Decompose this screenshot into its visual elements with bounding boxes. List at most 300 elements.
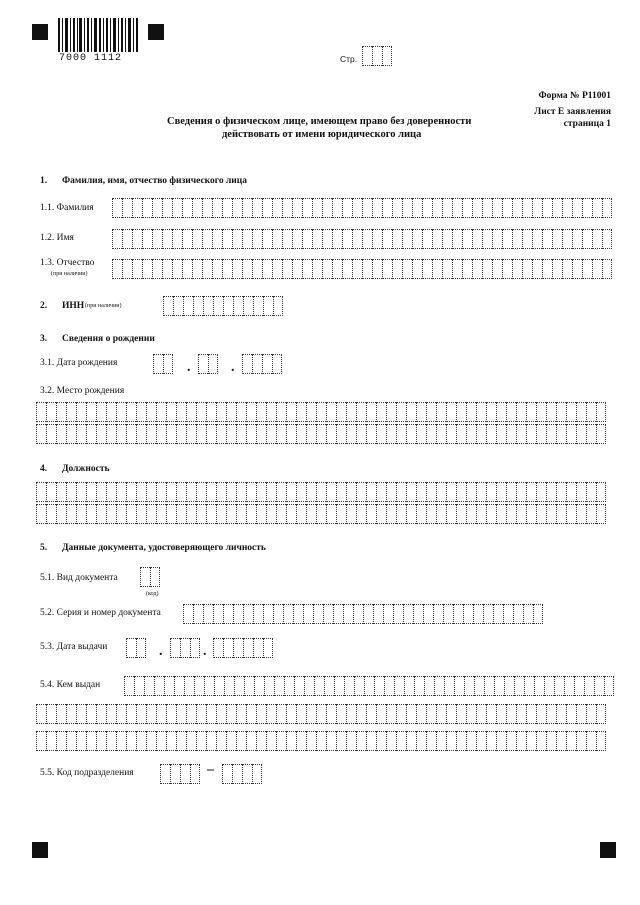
char-cell[interactable] bbox=[462, 259, 472, 279]
char-cell[interactable] bbox=[356, 504, 366, 524]
char-cell[interactable] bbox=[286, 504, 296, 524]
char-cell[interactable] bbox=[226, 504, 236, 524]
char-cell[interactable] bbox=[86, 504, 96, 524]
char-cell[interactable] bbox=[182, 229, 192, 249]
char-cell[interactable] bbox=[446, 704, 456, 724]
char-cell[interactable] bbox=[436, 424, 446, 444]
char-cell[interactable] bbox=[396, 402, 406, 422]
char-cell[interactable] bbox=[342, 259, 352, 279]
char-cell[interactable] bbox=[406, 504, 416, 524]
char-cell[interactable] bbox=[176, 402, 186, 422]
char-cell[interactable] bbox=[266, 402, 276, 422]
char-cell[interactable] bbox=[456, 731, 466, 751]
char-cell[interactable] bbox=[66, 731, 76, 751]
char-cell[interactable] bbox=[312, 259, 322, 279]
char-cell[interactable] bbox=[356, 424, 366, 444]
char-cell[interactable] bbox=[486, 482, 496, 502]
char-cell[interactable] bbox=[206, 482, 216, 502]
char-cell[interactable] bbox=[136, 638, 146, 658]
char-cell[interactable] bbox=[46, 704, 56, 724]
char-cell[interactable] bbox=[322, 229, 332, 249]
char-cell[interactable] bbox=[206, 402, 216, 422]
char-cell[interactable] bbox=[602, 259, 612, 279]
char-cell[interactable] bbox=[453, 604, 463, 624]
char-cell[interactable] bbox=[56, 424, 66, 444]
char-cell[interactable] bbox=[146, 704, 156, 724]
char-cell[interactable] bbox=[562, 259, 572, 279]
char-cell[interactable] bbox=[253, 638, 263, 658]
char-cell[interactable] bbox=[333, 604, 343, 624]
char-cell[interactable] bbox=[576, 482, 586, 502]
char-cell[interactable] bbox=[322, 198, 332, 218]
char-cell[interactable] bbox=[236, 704, 246, 724]
char-cell[interactable] bbox=[382, 229, 392, 249]
char-cell[interactable] bbox=[284, 676, 294, 696]
char-cell[interactable] bbox=[116, 424, 126, 444]
char-cell[interactable] bbox=[276, 402, 286, 422]
char-cell[interactable] bbox=[76, 402, 86, 422]
char-cell[interactable] bbox=[263, 604, 273, 624]
char-cell[interactable] bbox=[456, 704, 466, 724]
char-cell[interactable] bbox=[464, 676, 474, 696]
char-cell[interactable] bbox=[256, 482, 266, 502]
char-cell[interactable] bbox=[276, 424, 286, 444]
char-cell[interactable] bbox=[96, 402, 106, 422]
char-cell[interactable] bbox=[152, 259, 162, 279]
char-cell[interactable] bbox=[516, 424, 526, 444]
char-cell[interactable] bbox=[193, 296, 203, 316]
char-cell[interactable] bbox=[66, 504, 76, 524]
char-cell[interactable] bbox=[346, 482, 356, 502]
char-cell[interactable] bbox=[492, 229, 502, 249]
char-cell[interactable] bbox=[366, 424, 376, 444]
char-cell[interactable] bbox=[176, 482, 186, 502]
char-cell[interactable] bbox=[296, 482, 306, 502]
char-cell[interactable] bbox=[486, 731, 496, 751]
char-cell[interactable] bbox=[162, 259, 172, 279]
char-cell[interactable] bbox=[336, 731, 346, 751]
char-cell[interactable] bbox=[396, 424, 406, 444]
char-cell[interactable] bbox=[556, 704, 566, 724]
char-cell[interactable] bbox=[316, 402, 326, 422]
char-cell[interactable] bbox=[423, 604, 433, 624]
char-cell[interactable] bbox=[226, 424, 236, 444]
char-cell[interactable] bbox=[484, 676, 494, 696]
char-cell[interactable] bbox=[106, 402, 116, 422]
char-cell[interactable] bbox=[134, 676, 144, 696]
char-cell[interactable] bbox=[36, 482, 46, 502]
birth-year-field[interactable] bbox=[242, 354, 282, 374]
char-cell[interactable] bbox=[164, 676, 174, 696]
char-cell[interactable] bbox=[436, 402, 446, 422]
char-cell[interactable] bbox=[192, 229, 202, 249]
char-cell[interactable] bbox=[436, 504, 446, 524]
char-cell[interactable] bbox=[286, 704, 296, 724]
char-cell[interactable] bbox=[294, 676, 304, 696]
char-cell[interactable] bbox=[463, 604, 473, 624]
char-cell[interactable] bbox=[236, 504, 246, 524]
char-cell[interactable] bbox=[546, 424, 556, 444]
doc-type-field[interactable] bbox=[140, 567, 160, 587]
char-cell[interactable] bbox=[253, 604, 263, 624]
char-cell[interactable] bbox=[436, 704, 446, 724]
char-cell[interactable] bbox=[152, 229, 162, 249]
char-cell[interactable] bbox=[402, 229, 412, 249]
char-cell[interactable] bbox=[356, 482, 366, 502]
char-cell[interactable] bbox=[376, 424, 386, 444]
char-cell[interactable] bbox=[396, 731, 406, 751]
char-cell[interactable] bbox=[426, 731, 436, 751]
char-cell[interactable] bbox=[506, 402, 516, 422]
char-cell[interactable] bbox=[474, 676, 484, 696]
char-cell[interactable] bbox=[512, 198, 522, 218]
char-cell[interactable] bbox=[406, 731, 416, 751]
char-cell[interactable] bbox=[496, 402, 506, 422]
char-cell[interactable] bbox=[496, 504, 506, 524]
char-cell[interactable] bbox=[232, 259, 242, 279]
char-cell[interactable] bbox=[506, 504, 516, 524]
char-cell[interactable] bbox=[394, 676, 404, 696]
char-cell[interactable] bbox=[336, 482, 346, 502]
char-cell[interactable] bbox=[413, 604, 423, 624]
char-cell[interactable] bbox=[382, 198, 392, 218]
char-cell[interactable] bbox=[242, 259, 252, 279]
char-cell[interactable] bbox=[216, 704, 226, 724]
char-cell[interactable] bbox=[233, 638, 243, 658]
char-cell[interactable] bbox=[506, 424, 516, 444]
char-cell[interactable] bbox=[96, 731, 106, 751]
char-cell[interactable] bbox=[192, 259, 202, 279]
char-cell[interactable] bbox=[266, 504, 276, 524]
birth-month-field[interactable] bbox=[198, 354, 218, 374]
char-cell[interactable] bbox=[302, 198, 312, 218]
char-cell[interactable] bbox=[366, 402, 376, 422]
char-cell[interactable] bbox=[356, 731, 366, 751]
char-cell[interactable] bbox=[526, 482, 536, 502]
char-cell[interactable] bbox=[334, 676, 344, 696]
char-cell[interactable] bbox=[266, 424, 276, 444]
char-cell[interactable] bbox=[536, 402, 546, 422]
char-cell[interactable] bbox=[106, 704, 116, 724]
char-cell[interactable] bbox=[506, 731, 516, 751]
char-cell[interactable] bbox=[272, 198, 282, 218]
char-cell[interactable] bbox=[190, 764, 200, 784]
char-cell[interactable] bbox=[196, 402, 206, 422]
char-cell[interactable] bbox=[552, 229, 562, 249]
char-cell[interactable] bbox=[146, 402, 156, 422]
char-cell[interactable] bbox=[436, 482, 446, 502]
char-cell[interactable] bbox=[424, 676, 434, 696]
char-cell[interactable] bbox=[316, 482, 326, 502]
char-cell[interactable] bbox=[362, 198, 372, 218]
char-cell[interactable] bbox=[273, 604, 283, 624]
char-cell[interactable] bbox=[222, 229, 232, 249]
char-cell[interactable] bbox=[256, 704, 266, 724]
char-cell[interactable] bbox=[246, 482, 256, 502]
char-cell[interactable] bbox=[236, 482, 246, 502]
position-field-row1[interactable] bbox=[36, 482, 606, 502]
char-cell[interactable] bbox=[472, 229, 482, 249]
char-cell[interactable] bbox=[106, 424, 116, 444]
char-cell[interactable] bbox=[66, 402, 76, 422]
char-cell[interactable] bbox=[316, 704, 326, 724]
char-cell[interactable] bbox=[493, 604, 503, 624]
char-cell[interactable] bbox=[376, 482, 386, 502]
char-cell[interactable] bbox=[556, 504, 566, 524]
char-cell[interactable] bbox=[126, 402, 136, 422]
char-cell[interactable] bbox=[382, 46, 392, 66]
char-cell[interactable] bbox=[212, 198, 222, 218]
char-cell[interactable] bbox=[254, 676, 264, 696]
char-cell[interactable] bbox=[433, 604, 443, 624]
char-cell[interactable] bbox=[386, 482, 396, 502]
char-cell[interactable] bbox=[536, 704, 546, 724]
page-number-field[interactable] bbox=[362, 46, 392, 66]
char-cell[interactable] bbox=[542, 198, 552, 218]
char-cell[interactable] bbox=[386, 424, 396, 444]
char-cell[interactable] bbox=[76, 704, 86, 724]
char-cell[interactable] bbox=[376, 402, 386, 422]
char-cell[interactable] bbox=[156, 424, 166, 444]
char-cell[interactable] bbox=[116, 402, 126, 422]
char-cell[interactable] bbox=[346, 731, 356, 751]
char-cell[interactable] bbox=[496, 424, 506, 444]
char-cell[interactable] bbox=[566, 424, 576, 444]
birth-place-field-row1[interactable] bbox=[36, 402, 606, 422]
char-cell[interactable] bbox=[402, 198, 412, 218]
char-cell[interactable] bbox=[116, 482, 126, 502]
char-cell[interactable] bbox=[46, 731, 56, 751]
char-cell[interactable] bbox=[172, 259, 182, 279]
char-cell[interactable] bbox=[496, 482, 506, 502]
char-cell[interactable] bbox=[526, 424, 536, 444]
char-cell[interactable] bbox=[196, 704, 206, 724]
char-cell[interactable] bbox=[86, 424, 96, 444]
char-cell[interactable] bbox=[176, 731, 186, 751]
char-cell[interactable] bbox=[412, 198, 422, 218]
char-cell[interactable] bbox=[144, 676, 154, 696]
char-cell[interactable] bbox=[46, 424, 56, 444]
char-cell[interactable] bbox=[206, 504, 216, 524]
char-cell[interactable] bbox=[523, 604, 533, 624]
char-cell[interactable] bbox=[393, 604, 403, 624]
char-cell[interactable] bbox=[576, 424, 586, 444]
char-cell[interactable] bbox=[202, 198, 212, 218]
char-cell[interactable] bbox=[233, 296, 243, 316]
char-cell[interactable] bbox=[223, 638, 233, 658]
char-cell[interactable] bbox=[542, 259, 552, 279]
char-cell[interactable] bbox=[272, 354, 282, 374]
char-cell[interactable] bbox=[366, 504, 376, 524]
dept-code-field-part1[interactable] bbox=[160, 764, 200, 784]
char-cell[interactable] bbox=[506, 704, 516, 724]
char-cell[interactable] bbox=[326, 704, 336, 724]
char-cell[interactable] bbox=[426, 704, 436, 724]
char-cell[interactable] bbox=[116, 504, 126, 524]
char-cell[interactable] bbox=[473, 604, 483, 624]
char-cell[interactable] bbox=[316, 731, 326, 751]
char-cell[interactable] bbox=[584, 676, 594, 696]
char-cell[interactable] bbox=[306, 482, 316, 502]
char-cell[interactable] bbox=[403, 604, 413, 624]
char-cell[interactable] bbox=[396, 704, 406, 724]
char-cell[interactable] bbox=[262, 229, 272, 249]
char-cell[interactable] bbox=[156, 731, 166, 751]
char-cell[interactable] bbox=[383, 604, 393, 624]
char-cell[interactable] bbox=[494, 676, 504, 696]
char-cell[interactable] bbox=[504, 676, 514, 696]
char-cell[interactable] bbox=[76, 482, 86, 502]
char-cell[interactable] bbox=[352, 259, 362, 279]
char-cell[interactable] bbox=[442, 198, 452, 218]
char-cell[interactable] bbox=[483, 604, 493, 624]
char-cell[interactable] bbox=[392, 259, 402, 279]
char-cell[interactable] bbox=[596, 504, 606, 524]
char-cell[interactable] bbox=[604, 676, 614, 696]
char-cell[interactable] bbox=[476, 424, 486, 444]
char-cell[interactable] bbox=[252, 198, 262, 218]
char-cell[interactable] bbox=[366, 482, 376, 502]
char-cell[interactable] bbox=[536, 504, 546, 524]
char-cell[interactable] bbox=[592, 259, 602, 279]
char-cell[interactable] bbox=[296, 402, 306, 422]
char-cell[interactable] bbox=[214, 676, 224, 696]
char-cell[interactable] bbox=[306, 731, 316, 751]
char-cell[interactable] bbox=[386, 402, 396, 422]
char-cell[interactable] bbox=[154, 676, 164, 696]
char-cell[interactable] bbox=[592, 198, 602, 218]
char-cell[interactable] bbox=[56, 504, 66, 524]
char-cell[interactable] bbox=[126, 424, 136, 444]
char-cell[interactable] bbox=[406, 482, 416, 502]
char-cell[interactable] bbox=[376, 731, 386, 751]
char-cell[interactable] bbox=[566, 402, 576, 422]
char-cell[interactable] bbox=[552, 259, 562, 279]
issued-by-field-row3[interactable] bbox=[36, 731, 606, 751]
char-cell[interactable] bbox=[482, 198, 492, 218]
char-cell[interactable] bbox=[446, 424, 456, 444]
char-cell[interactable] bbox=[342, 229, 352, 249]
char-cell[interactable] bbox=[112, 229, 122, 249]
char-cell[interactable] bbox=[343, 604, 353, 624]
char-cell[interactable] bbox=[236, 424, 246, 444]
char-cell[interactable] bbox=[472, 259, 482, 279]
char-cell[interactable] bbox=[354, 676, 364, 696]
char-cell[interactable] bbox=[512, 229, 522, 249]
char-cell[interactable] bbox=[416, 731, 426, 751]
char-cell[interactable] bbox=[572, 198, 582, 218]
char-cell[interactable] bbox=[456, 424, 466, 444]
char-cell[interactable] bbox=[243, 638, 253, 658]
char-cell[interactable] bbox=[323, 604, 333, 624]
char-cell[interactable] bbox=[166, 424, 176, 444]
char-cell[interactable] bbox=[382, 259, 392, 279]
char-cell[interactable] bbox=[366, 731, 376, 751]
char-cell[interactable] bbox=[344, 676, 354, 696]
char-cell[interactable] bbox=[76, 504, 86, 524]
char-cell[interactable] bbox=[213, 638, 223, 658]
char-cell[interactable] bbox=[502, 229, 512, 249]
char-cell[interactable] bbox=[86, 731, 96, 751]
char-cell[interactable] bbox=[422, 259, 432, 279]
char-cell[interactable] bbox=[516, 402, 526, 422]
char-cell[interactable] bbox=[183, 604, 193, 624]
char-cell[interactable] bbox=[292, 229, 302, 249]
char-cell[interactable] bbox=[243, 296, 253, 316]
char-cell[interactable] bbox=[190, 638, 200, 658]
char-cell[interactable] bbox=[586, 731, 596, 751]
char-cell[interactable] bbox=[142, 259, 152, 279]
char-cell[interactable] bbox=[293, 604, 303, 624]
char-cell[interactable] bbox=[236, 731, 246, 751]
dept-code-field-part2[interactable] bbox=[222, 764, 262, 784]
char-cell[interactable] bbox=[566, 482, 576, 502]
char-cell[interactable] bbox=[556, 482, 566, 502]
char-cell[interactable] bbox=[286, 424, 296, 444]
char-cell[interactable] bbox=[586, 402, 596, 422]
char-cell[interactable] bbox=[562, 198, 572, 218]
char-cell[interactable] bbox=[276, 704, 286, 724]
char-cell[interactable] bbox=[392, 198, 402, 218]
char-cell[interactable] bbox=[266, 482, 276, 502]
char-cell[interactable] bbox=[486, 402, 496, 422]
char-cell[interactable] bbox=[466, 482, 476, 502]
issue-year-field[interactable] bbox=[213, 638, 273, 658]
char-cell[interactable] bbox=[482, 259, 492, 279]
issue-month-field[interactable] bbox=[170, 638, 200, 658]
char-cell[interactable] bbox=[86, 402, 96, 422]
char-cell[interactable] bbox=[276, 731, 286, 751]
char-cell[interactable] bbox=[223, 604, 233, 624]
char-cell[interactable] bbox=[136, 704, 146, 724]
char-cell[interactable] bbox=[406, 704, 416, 724]
char-cell[interactable] bbox=[316, 504, 326, 524]
char-cell[interactable] bbox=[176, 424, 186, 444]
char-cell[interactable] bbox=[416, 424, 426, 444]
char-cell[interactable] bbox=[196, 504, 206, 524]
char-cell[interactable] bbox=[582, 198, 592, 218]
char-cell[interactable] bbox=[170, 638, 180, 658]
char-cell[interactable] bbox=[372, 259, 382, 279]
char-cell[interactable] bbox=[246, 731, 256, 751]
char-cell[interactable] bbox=[556, 402, 566, 422]
char-cell[interactable] bbox=[556, 424, 566, 444]
char-cell[interactable] bbox=[236, 402, 246, 422]
char-cell[interactable] bbox=[432, 259, 442, 279]
char-cell[interactable] bbox=[163, 296, 173, 316]
char-cell[interactable] bbox=[216, 504, 226, 524]
char-cell[interactable] bbox=[233, 604, 243, 624]
char-cell[interactable] bbox=[112, 198, 122, 218]
char-cell[interactable] bbox=[252, 354, 262, 374]
char-cell[interactable] bbox=[326, 424, 336, 444]
char-cell[interactable] bbox=[384, 676, 394, 696]
char-cell[interactable] bbox=[426, 424, 436, 444]
char-cell[interactable] bbox=[186, 424, 196, 444]
char-cell[interactable] bbox=[166, 402, 176, 422]
char-cell[interactable] bbox=[373, 604, 383, 624]
char-cell[interactable] bbox=[216, 402, 226, 422]
char-cell[interactable] bbox=[372, 229, 382, 249]
char-cell[interactable] bbox=[456, 504, 466, 524]
char-cell[interactable] bbox=[516, 704, 526, 724]
char-cell[interactable] bbox=[56, 482, 66, 502]
char-cell[interactable] bbox=[476, 482, 486, 502]
char-cell[interactable] bbox=[576, 704, 586, 724]
char-cell[interactable] bbox=[353, 604, 363, 624]
char-cell[interactable] bbox=[46, 402, 56, 422]
char-cell[interactable] bbox=[124, 676, 134, 696]
